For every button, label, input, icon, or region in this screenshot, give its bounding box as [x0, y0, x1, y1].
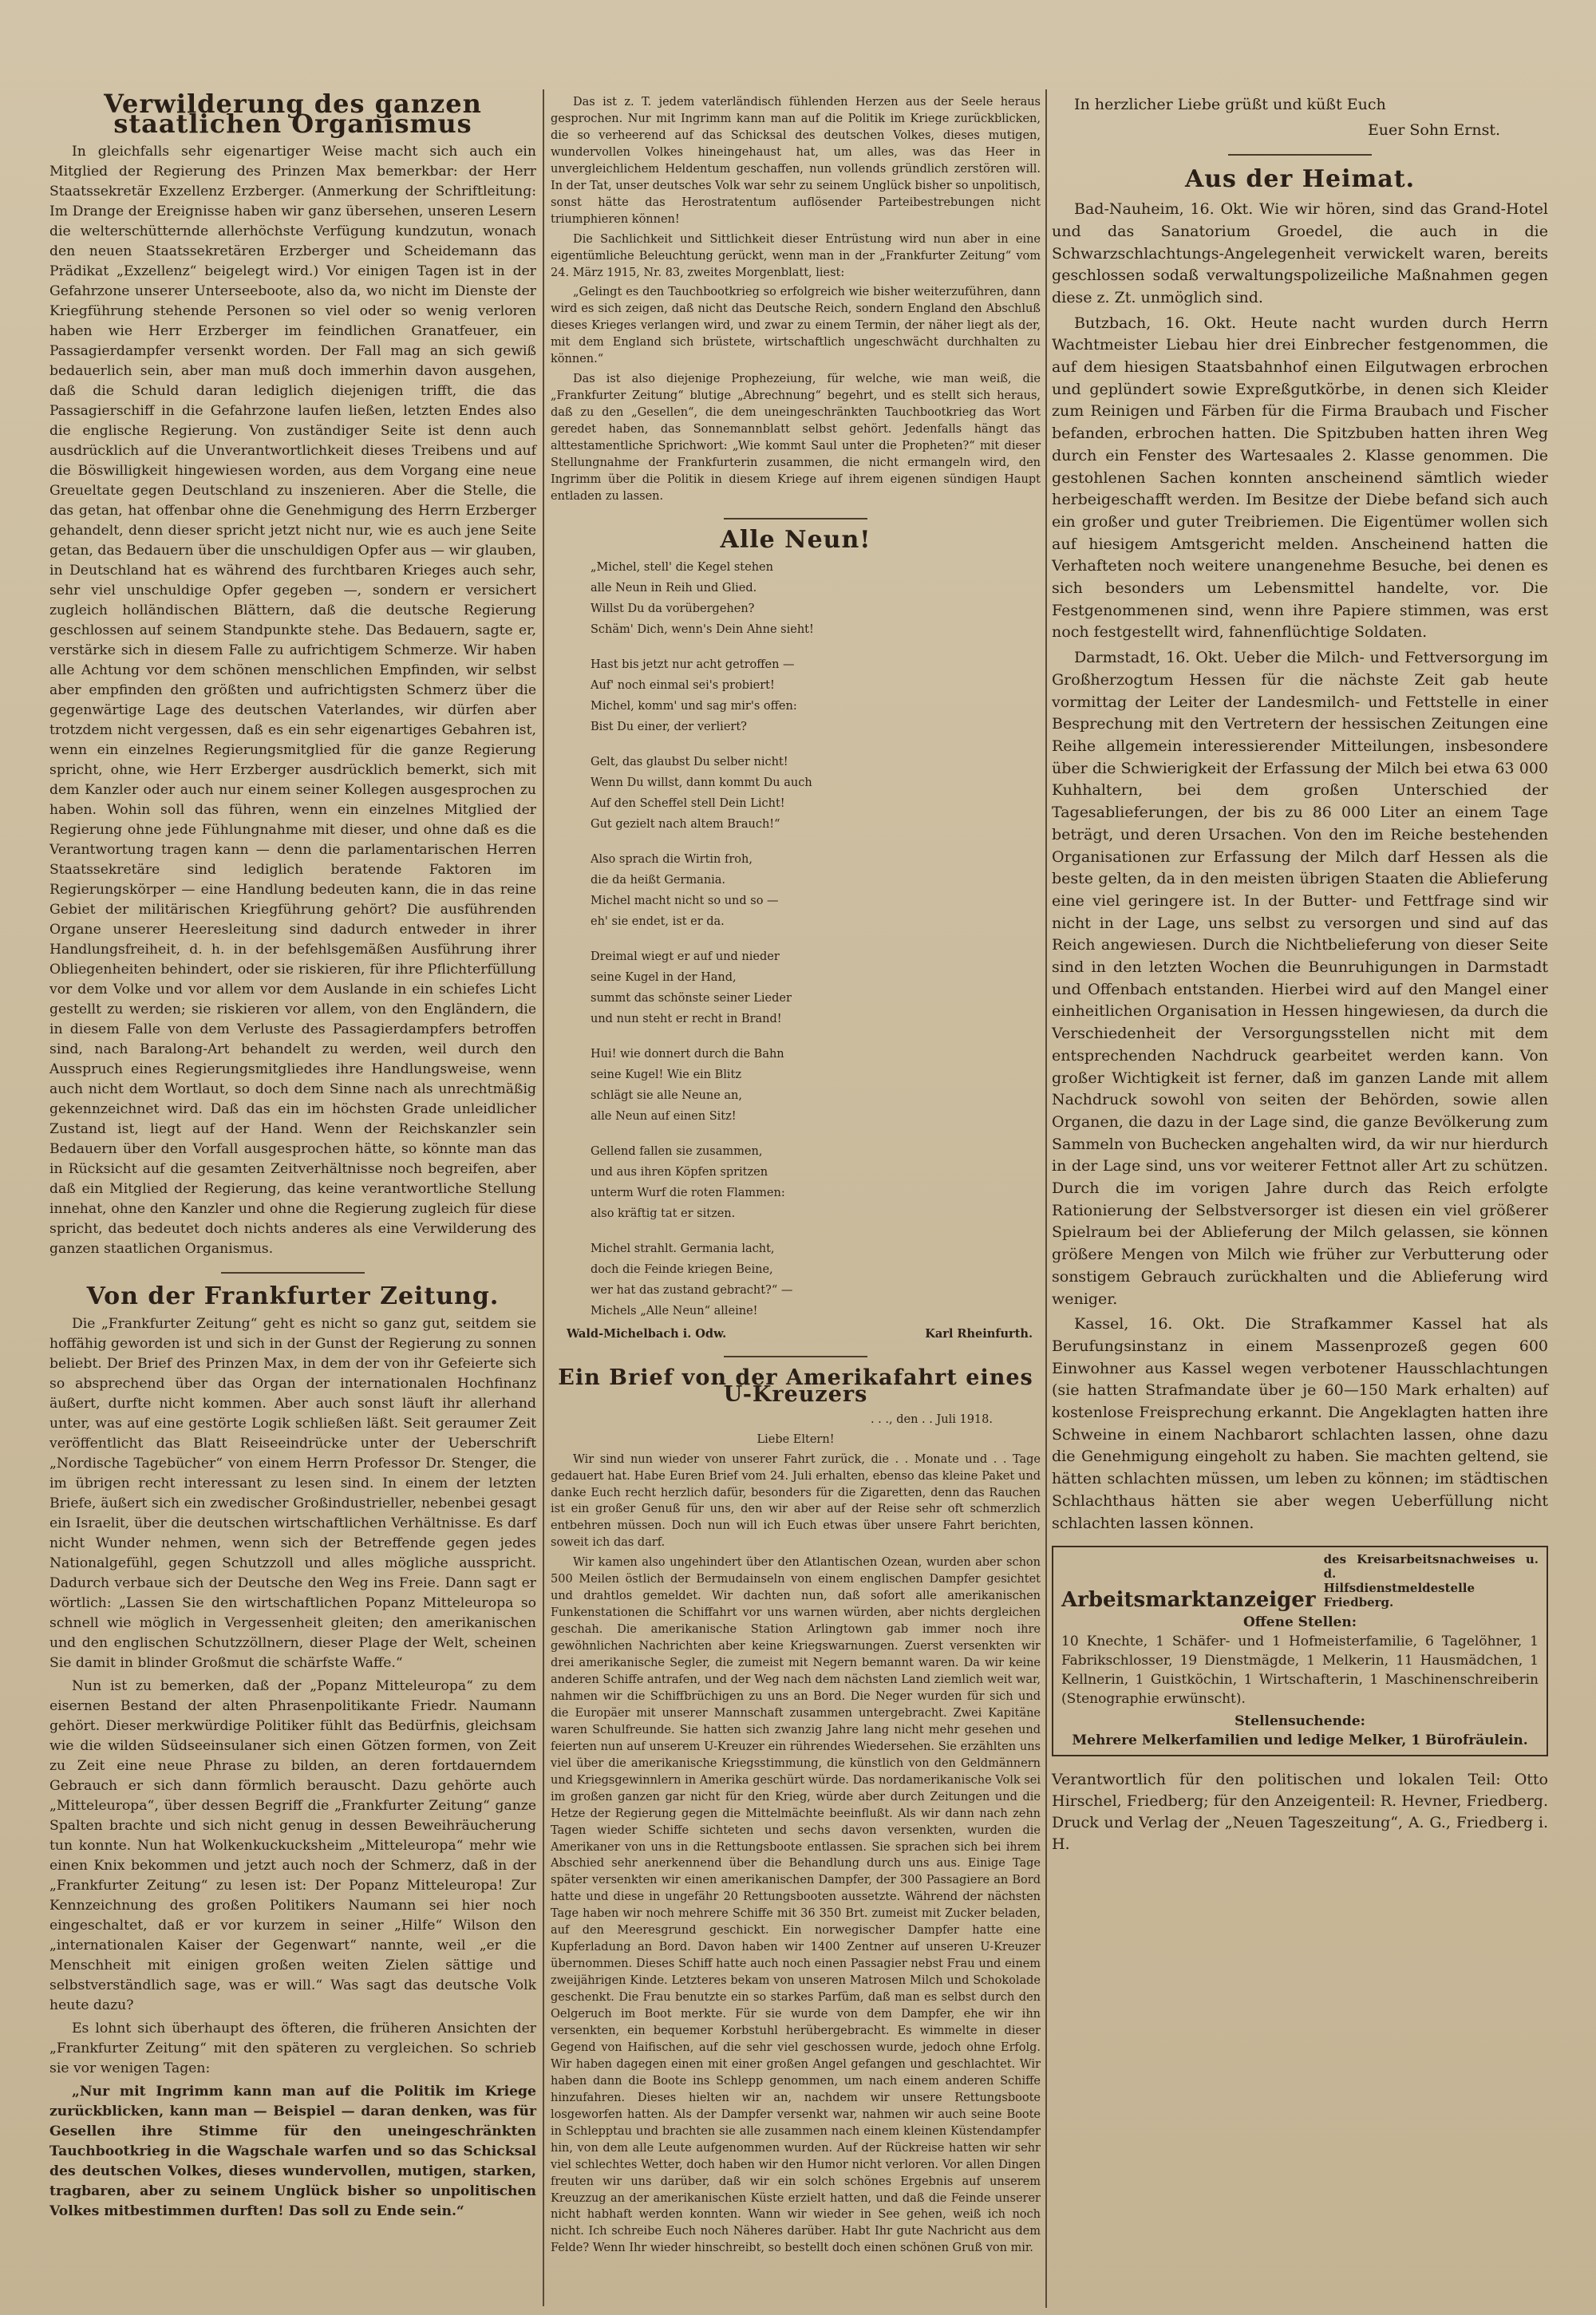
poem-line: Schäm' Dich, wenn's Dein Ahne sieht!	[591, 622, 814, 636]
job-market-subtitle-line: Hilfsdienstmeldestelle Friedberg.	[1323, 1581, 1476, 1610]
poem-line: also kräftig tat er sitzen.	[591, 1207, 736, 1220]
poem-line: alle Neun in Reih und Glied.	[591, 581, 757, 595]
job-market-box	[1052, 1546, 1548, 1756]
poem-line: unterm Wurf die roten Flammen:	[591, 1186, 785, 1199]
imprint: Verantwortlich für den politischen und lokalen Teil: Otto Hirschel, Friedberg; für den Anzeigenteil: R. Hevner, Friedberg. Druck und Verlag der „Neuen Tageszeitung“, A. G., Friedberg i. H.	[1052, 1771, 1548, 1854]
poem-stanza	[591, 654, 1041, 737]
poem	[551, 557, 1041, 1321]
poem-stanza	[591, 1238, 1041, 1321]
letter-signature: Euer Sohn Ernst.	[1367, 120, 1500, 139]
poem-place: Wald-Michelbach i. Odw.	[567, 1326, 727, 1341]
job-market-subtitle-line: des Kreisarbeitsnachweises u. d.	[1323, 1552, 1539, 1582]
poem-line: Wenn Du willst, dann kommt Du auch	[591, 776, 812, 789]
poem-line: alle Neun auf einen Sitz!	[591, 1109, 737, 1123]
poem-line: Auf' noch einmal sei's probiert!	[591, 678, 775, 692]
separator	[1228, 154, 1372, 156]
poem-stanza	[591, 1044, 1041, 1127]
poem-line: Gelt, das glaubst Du selber nicht!	[591, 755, 788, 768]
article-1-title: Verwilderung des ganzen staatlichen Organismus	[104, 89, 482, 139]
poem-stanza	[591, 557, 1041, 640]
poem-title: Alle Neun!	[720, 525, 871, 554]
poem-line: doch die Feinde kriegen Beine,	[591, 1262, 773, 1276]
poem-line: eh' sie endet, ist er da.	[591, 915, 725, 928]
article-2-paragraph: Das ist also diejenige Prophezeiung, für welche, wie man weiß, die „Frankfurter Zeitung“ blutige „Abrechnung“ begehrt, und es stellt sich heraus, daß zu den „Gesellen“, die dem uneingeschränkten Tauchbootkrieg das Wort geredet haben, das Sonnemannblatt selbst gehört. Jedenfalls hängt das alttestamentliche Sprichwort: „Wie kommt Saul unter die Propheten?“ mit dieser Stellungnahme der Frankfurterin zusammen, die nicht ermangeln wird, den Ingrimm über die Politik in diesem Kriege auf ihrem eigenen sündigen Haupt entladen zu lassen.	[551, 373, 1041, 503]
poem-line: die da heißt Germania.	[591, 873, 726, 887]
job-market-subtitle	[1324, 1552, 1539, 1610]
poem-stanza	[591, 946, 1041, 1029]
poem-line: Hui! wie donnert durch die Bahn	[591, 1047, 784, 1061]
heimat-item: Kassel, 16. Okt. Die Strafkammer Kassel hat als Berufungsinstanz in einem Massenprozeß gegen 600 Einwohner aus Kassel wegen verbotener Hausschlachtungen (sie hatten Strafmandate über je 60—150 Mark erhalten) auf kostenlose Freisprechung erkannt. Die Angeklagten hatten ihre Schweine in einem Nachbarort schlachten lassen, ohne dazu die Genehmigung eingeholt zu haben. Sie machten geltend, sie hätten schlachten müssen, um leben zu können; im städtischen Schlachthaus hätten sie aber wegen Ueberfüllung nicht schlachten lassen können.	[1052, 1315, 1548, 1532]
poem-line: Michels „Alle Neun“ alleine!	[591, 1304, 758, 1317]
job-market-header	[1061, 1552, 1539, 1613]
seekers-text: Mehrere Melkerfamilien und ledige Melker, 1 Bürofräulein.	[1072, 1732, 1528, 1749]
letter-paragraph: Wir sind nun wieder von unserer Fahrt zurück, die . . Monate und . . Tage gedauert hat. Habe Euren Brief vom 24. Juli erhalten, ebenso das kleine Paket und danke Euch recht herzlich dafür, besonders für die Zigaretten, denn das Rauchen ist ein großer Genuß für uns, den wir aber auf der Reise sehr oft schmerzlich entbehren müssen. Doch nun will ich Euch etwas über unsere Fahrt berichten, soweit ich das darf.	[551, 1452, 1041, 1550]
letter-closing: In herzlicher Liebe grüßt und küßt Euch	[1074, 96, 1386, 113]
letter-paragraph: Wir kamen also ungehindert über den Atlantischen Ozean, wurden aber schon 500 Meilen östlich der Bermudainseln von einem englischen Dampfer gesichtet und drahtlos gemeldet. Wir dachten nun, daß sofort alle amerikanischen Funkenstationen die Schiffahrt vor uns warnen würden, aber nichts dergleichen geschah. Die amerikanische Station Arlingtown gab immer noch ihre gewöhnlichen Nachrichten aber keine Kriegswarnungen. Zuerst versenkten wir drei amerikanische Segler, die zumeist mit Negern bemannt waren. Da wir keine anderen Schiffe antrafen, und der Weg nach dem nächsten Land ziemlich weit war, nahmen wir die Schiffbrüchigen zu uns an Bord. Die Neger wurden für sich und die Europäer mit unserer Mannschaft zusammen untergebracht. Zwei Kapitäne waren Schulfreunde. Sie hatten sich zwanzig Jahre lang nicht mehr gesehen und feierten nun auf unserem U-Kreuzer ein rührendes Wiedersehen. Sie erzählten uns viel über die amerikanische Kriegsstimmung, die künstlich von den Geldmännern und Kriegsgewinnlern in Amerika geschürt würde. Das nordamerikanische Volk sei im großen ganzen gar nicht für den Krieg, würde aber durch Zeitungen und die Hetze der Regierung gegen die Mittelmächte beeinflußt. Als wir dann nach zehn Tagen wieder Schiffe sichteten und sechs davon versenkten, wurden die Amerikaner von uns in die Rettungsboote entlassen. Sie sprachen sich bei ihrem Abschied sehr anerkennend über die Behandlung durch uns aus. Einige Tage später versenkten wir einen amerikanischen Dampfer, der 300 Passagiere an Bord hatte und diese in ungefähr 20 Rettungsbooten aussetzte. Während der nächsten Tage haben wir noch mehrere Schiffe mit 36 350 Brt. zumeist mit Zucker beladen, auf den Meeresgrund geschickt. Ein norwegischer Dampfer hatte eine Kupferladung an Bord. Davon haben wir 1400 Zentner auf unseren U-Kreuzer übernommen. Dieses Schiff hatte auch noch einen Passagier nebst Frau und einem zweijährigen Kinde. Letzteres bekam von unseren Matrosen Milch und Schokolade geschenkt. Die Frau benutzte ein so starkes Parfüm, daß man es selbst durch den Oelgeruch im Boot merkte. Für sie wurde von dem Dampfer, ehe wir ihn versenkten, ein bequemer Korbstuhl herübergebracht. Es wimmelte in dieser Gegend von Haifischen, auf die sehr viel geschossen wurde, jedoch ohne Erfolg. Wir haben dagegen einen mit einer großen Angel gefangen und geschlachtet. Wir haben dann die Boote ins Schlepp genommen, um nach einem anderen Schiffe hinzufahren. Dieses hielten wir an, nachdem wir unsere Rettungsboote losgeworfen hatten. Als der Dampfer versenkt war, nahmen wir auch seine Boote in Schlepptau und brachten sie alle zusammen nach einem kleinen Küstendampfer hin, von dem alle Leute aufgenommen wurden. Auf der Rückreise hatten wir sehr viel schlechtes Wetter, doch haben wir den Humor nicht verloren. Vor allen Dingen freuten wir uns darüber, daß wir ein solch schönes Ergebnis auf unserem Kreuzzug an der amerikanischen Küste erzielt hatten, und daß die Feinde unserer nicht habhaft werden konnten. Wann wir wieder in See gehen, weiß ich noch nicht. Ich schreibe Euch noch Näheres darüber. Habt Ihr gute Nachricht aus dem Felde? Wenn Ihr wieder hinschreibt, so bestellt doch einen schönen Gruß von mir.	[551, 1556, 1041, 2255]
article-2-paragraph: Es lohnt sich überhaupt des öfteren, die früheren Ansichten der „Frankfurter Zeitung“ mit den späteren zu vergleichen. So schrieb sie vor wenigen Tagen:	[49, 2021, 536, 2076]
poem-line: Willst Du da vorübergehen?	[591, 602, 755, 615]
column-3	[1052, 94, 1548, 1855]
poem-line: Dreimal wiegt er auf und nieder	[591, 950, 780, 963]
poem-line: Gellend fallen sie zusammen,	[591, 1144, 763, 1158]
poem-stanza	[591, 1141, 1041, 1224]
article-2-paragraph: Die Sachlichkeit und Sittlichkeit dieser Entrüstung wird nun aber in eine eigentümliche Beleuchtung gerückt, wenn man in der „Frankfurter Zeitung“ vom 24. März 1915, Nr. 83, zweites Morgenblatt, liest:	[551, 232, 1041, 279]
job-market-title: Arbeitsmarktanzeiger	[1061, 1588, 1316, 1613]
separator	[724, 518, 867, 519]
poem-line: seine Kugel in der Hand,	[591, 970, 737, 984]
letter-greeting: Liebe Eltern!	[757, 1432, 835, 1446]
heimat-item: Darmstadt, 16. Okt. Ueber die Milch- und Fettversorgung im Großherzogtum Hessen für die nächste Zeit gab heute vormittag der Leiter der Landesmilch- und Fettstelle in einer Besprechung mit den Vertretern der hessischen Zeitungen eine Reihe allgemein interessierender Mitteilungen, insbesondere über die Schwierigkeit der Erfassung der Milch bei etwa 63 000 Kuhhaltern, bei dem großen Unterschied der Tagesablieferungen, der bis zu 86 000 Liter an einem Tage beträgt, und deren Ursachen. Von den im Reiche bestehenden Organisationen zur Erfassung der Milch darf Hessen als die beste gelten, da in den meisten übrigen Staaten die Ablieferung eine viel geringere ist. In der Butter- und Fettfrage sind wir nicht in der Lage, uns selbst zu versorgen und sind auf das Reich angewiesen. Durch die Nichtbelieferung von dieser Seite sind in den letzten Wochen die Beunruhigungen in Darmstadt und Offenbach entstanden. Hierbei wird auf den Mangel einer einheitlichen Organisation in Hessen hingewiesen, da durch die Verschiedenheit der Versorgungsstellen nicht mit dem entsprechenden Nachdruck gearbeitet werden kann. Von großer Wichtigkeit ist ferner, daß im ganzen Lande mit allem Nachdruck sowohl von seiten der Behörden, sowie allen Organen, die dazu in der Lage sind, die ganze Bevölkerung zum Sammeln von Buchecken angehalten wird, da wir nur hierdurch in der Lage sind, uns vor weiterer Fettnot aller Art zu schützen. Durch die im vorigen Jahre durch das Reich erfolgte Rationierung der Selbstversorger ist diesen ein viel größerer Spielraum bei der Ablieferung der Milch gelassen, sie können größere Mengen von Milch wie früher zur Verbutterung oder sonstigem Gebrauch zurückhalten und die Ablieferung wird weniger.	[1052, 649, 1548, 1308]
poem-line: seine Kugel! Wie ein Blitz	[591, 1068, 742, 1081]
column-rule	[543, 89, 544, 2306]
heimat-item: Bad-Nauheim, 16. Okt. Wie wir hören, sind das Grand-Hotel und das Sanatorium Groedel, die auch in die Schwarzschlachtungs-Angelegenheit verwickelt waren, bereits geschlossen sodaß verwaltungspolizeiliche Maßnahmen gegen diese z. Zt. unmöglich sind.	[1052, 200, 1548, 306]
separator	[221, 1272, 365, 1274]
poem-line: „Michel, stell' die Kegel stehen	[591, 560, 773, 574]
poem-line: Bist Du einer, der verliert?	[591, 720, 747, 733]
poem-line: schlägt sie alle Neune an,	[591, 1088, 743, 1102]
column-1	[49, 89, 536, 2225]
poem-line: Gut gezielt nach altem Brauch!“	[591, 817, 780, 831]
article-2-paragraph: Nun ist zu bemerken, daß der „Popanz Mitteleuropa“ zu dem eisernen Bestand der alten Phrasenpolitikante Friedr. Naumann gehört. Dieser merkwürdige Politiker fühlt das Bedürfnis, gleichsam wie die wilden Südseeinsulaner sich einen Götzen formen, von Zeit zu Zeit eine neue Phrase zu bilden, an deren fortdauerndem Gebrauch er sich dann förmlich berauscht. Dazu gehörte auch „Mitteleuropa“, über dessen Begriff die „Frankfurter Zeitung“ ganze Spalten brachte und sich nicht genug in dessen Beweihräucherung tun konnte. Nun hat Wolkenkuckucksheim „Mitteleuropa“ mehr wie einen Knix bekommen und jetzt auch noch der Schmerz, daß in der „Frankfurter Zeitung“ zu lesen ist: Der Popanz Mitteleuropa! Zur Kennzeichnung des großen Politikers Naumann sei hier noch eingeschaltet, daß er vor kurzem in seiner „Hilfe“ Wilson den „internationalen Kaiser der Gegenwart“ nannte, weil „er die Menschheit mit einigen großen weiten Zielen sättige und selbstverständlich sage, was er will.“ Was sagt das deutsche Volk heute dazu?	[49, 1678, 536, 2013]
poem-signature	[551, 1326, 1041, 1343]
letter-dateline: . . ., den . . Juli 1918.	[870, 1412, 993, 1426]
article-2-paragraph: Die „Frankfurter Zeitung“ geht es nicht so ganz gut, seitdem sie hoffähig geworden ist und sich in der Gunst der Regierung zu sonnen beliebt. Der Brief des Prinzen Max, in dem der von ihr Gefeierte sich so absprechend über das Organ der internationalen Hochfinanz äußert, durfte nicht kommen. Aber auch sonst läuft ihr allerhand unter, was auf eine gestörte Logik schließen läßt. Seit geraumer Zeit veröffentlicht das Blatt Reiseeindrücke unter der Ueberschrift „Nordische Tagebücher“ von einem Herrn Professor Dr. Stenger, die im übrigen recht interessant zu lesen sind. In einem der letzten Briefe, äußert sich ein zwedischer Großindustrieller, nebenbei gesagt ein Israelit, über die deutschen wirtschaftlichen Verhältnisse. Es darf nicht Wunder nehmen, wenn sich der Betreffende gegen jedes Nationalgefühl, gegen Schutzzoll und alles mögliche ausspricht. Dadurch verbaue sich der Deutsche den Weg ins Freie. Dann sagt er wörtlich: „Lassen Sie den wirtschaftlichen Popanz Mitteleuropa so schnell wie möglich in Vergessenheit gleiten; den amerikanischen und den englischen Schutzzöllnern, dieser Plage der Welt, scheinen Sie damit in blinder Großmut die schärfste Waffe.“	[49, 1316, 536, 1671]
poem-stanza	[591, 752, 1041, 835]
poem-stanza	[591, 849, 1041, 932]
poem-line: Michel strahlt. Germania lacht,	[591, 1242, 775, 1255]
poem-line: Auf den Scheffel stell Dein Licht!	[591, 796, 785, 810]
offers-heading: Offene Stellen:	[1243, 1614, 1357, 1631]
poem-line: Michel, komm' und sag mir's offen:	[591, 699, 797, 713]
offers-text: 10 Knechte, 1 Schäfer- und 1 Hofmeisterfamilie, 6 Tagelöhner, 1 Fabrikschlosser, 19 Dienstmägde, 1 Melkerin, 11 Hausmädchen, 1 Kellnerin, 1 Guistköchin, 1 Wirtschafterin, 1 Maschinenschreiberin (Stenographie erwünscht).	[1061, 1634, 1539, 1708]
heimat-title: Aus der Heimat.	[1184, 165, 1416, 194]
letter-title: Ein Brief von der Amerikafahrt eines U-Kreuzers	[558, 1365, 1033, 1407]
separator	[724, 1356, 867, 1357]
heimat-item: Butzbach, 16. Okt. Heute nacht wurden durch Herrn Wachtmeister Liebau hier drei Einbrecher festgenommen, die auf dem hiesigen Staatsbahnhof einen Eilgutwagen erbrochen und geplündert sowie Expreßgutkörbe, in denen sich Kleider zum Reinigen und Färben für die Firma Braubach und Fischer befanden, erbrochen hatten. Die Spitzbuben hatten ihren Weg durch ein Fenster des Wartesaales 2. Klasse genommen. Die gestohlenen Sachen konnten anscheinend sämtlich wieder herbeigeschafft werden. Im Besitze der Diebe befand sich auch ein großer und guter Treibriemen. Die Eigentümer wollen sich auf hiesigem Amtsgericht melden. Anscheinend hatten die Verhafteten noch weitere unangenehme Besuche, bei denen es sich besonders um Lebensmittel handelte, vor. Die Festgenommenen sind, wenn ihre Papiere stimmen, was erst noch festgestellt wird, fahnenflüchtige Soldaten.	[1052, 314, 1548, 642]
poem-line: Hast bis jetzt nur acht getroffen —	[591, 658, 795, 671]
article-2-paragraph: Das ist z. T. jedem vaterländisch fühlenden Herzen aus der Seele heraus gesprochen. Nur mit Ingrimm kann man auf die Politik im Kriege zurückblicken, die so verheerend auf das Schicksal des deutschen Volkes, dieses mutigen, wundervollen Volkes hineingehaust hat, um alles, was das Heer in unvergleichlichem Heldentum geschaffen, nun vollends gründlich zerstören will. In der Tat, unser deutsches Volk war sehr zu seinem Unglück bisher so unpolitisch, sonst hätte das Herostratentum auflösender Parteibestrebungen nicht triumphieren können!	[551, 96, 1041, 226]
poem-line: wer hat das zustand gebracht?“ —	[591, 1283, 793, 1297]
poem-line: summt das schönste seiner Lieder	[591, 991, 792, 1005]
article-2-quote: „Gelingt es den Tauchbootkrieg so erfolgreich wie bisher weiterzuführen, dann wird es sich zeigen, daß nicht das Deutsche Reich, sondern England den Abschluß dieses Krieges verlangen wird, und zwar zu einem Termin, der näher liegt als der, mit dem England sich brüstete, wirtschaftlich ungeschwächt durchhalten zu können.“	[551, 286, 1041, 366]
column-2	[551, 94, 1041, 2260]
column-rule	[1045, 89, 1047, 2308]
poem-author: Karl Rheinfurth.	[925, 1326, 1033, 1341]
seekers-heading: Stellensuchende:	[1235, 1713, 1365, 1730]
poem-line: Also sprach die Wirtin froh,	[591, 852, 753, 866]
poem-line: Michel macht nicht so und so —	[591, 894, 779, 907]
article-2-title: Von der Frankfurter Zeitung.	[86, 1282, 500, 1310]
poem-line: und nun steht er recht in Brand!	[591, 1012, 782, 1025]
article-1-paragraph: In gleichfalls sehr eigenartiger Weise macht sich auch ein Mitglied der Regierung des Prinzen Max bemerkbar: der Herr Staatssekretär Exzellenz Erzberger. (Anmerkung der Schriftleitung: Im Drange der Ereignisse haben wir ganz übersehen, unseren Lesern die welterschütternde allerhöchste Verfügung kundzutun, wonach den neuen Staatssekretären Erzberger und Scheidemann das Prädikat „Exzellenz“ beigelegt wird.) Vor einigen Tagen ist in der Gefahrzone unserer Unterseeboote, also da, wo nicht im Dienste der Kriegführung stehende Personen so viel oder so wenig verloren haben wie Herr Erzberger im feindlichen Granatfeuer, ein Passagierdampfer versenkt worden. Der Fall mag an sich gewiß bedauerlich sein, aber man muß doch immerhin davon ausgehen, daß die Schuld daran lediglich diejenigen trifft, die das Passagierschiff in die Gefahrzone laufen ließen, letzten Endes also die englische Regierung. Von zuständiger Seite ist denn auch ausdrücklich auf die Unverantwortlichkeit dieses Treibens und auf die Böswilligkeit hingewiesen worden, aus dem Vorgang eine neue Greueltate gegen Deutschland zu inszenieren. Aber die Stelle, die das getan, hat offenbar ohne die Genehmigung des Herrn Erzberger gehandelt, denn dieser spricht jetzt nicht nur, wie es auch jene Seite getan, das Bedauern über die unschuldigen Opfer aus — wir glauben, in Deutschland hat es während des furchtbaren Krieges auch sehr, sehr viel unschuldige Opfer gegeben —, sondern er versichert zugleich holländischen Blättern, daß die deutsche Regierung geschlossen auf seinem Standpunkte stehe. Das Bedauern, sagte er, verstärke sich in diesem Falle zu aufrichtigem Schmerze. Wir haben alle Achtung vor dem schönen menschlichen Empfinden, wir selbst aber empfinden den größten und aufrichtigsten Schmerz über die gegenwärtige Lage des deutschen Vaterlandes, wir dürfen aber trotzdem nicht vergessen, daß es ein sehr eigenartiges Gebahren ist, wenn ein einzelnes Regierungsmitglied für die ganze Regierung spricht, ohne, wie Herr Erzberger ausdrücklich bemerkt, sich mit dem Kanzler oder auch nur einem seiner Kollegen ausgesprochen zu haben. Wohin soll das führen, wenn ein einzelnes Mitglied der Regierung ohne jede Fühlungnahme mit dieser, und ohne daß es die Verantwortung tragen kann — denn die parlamentarischen Herren Staatssekretäre sind lediglich beratende Faktoren im Regierungskörper — eine Handlung bedeuten kann, die in das reine Gebiet der militärischen Kriegführung gehört? Die ausführenden Organe unserer Heeresleitung sind dadurch entweder in ihrer Handlungsfreiheit, d. h. in der befehlsgemäßen Ausführung ihrer Obliegenheiten behindert, oder sie riskieren, für ihre Pflichterfüllung vor dem Volke und vor allem vor dem Auslande in ein schiefes Licht gestellt zu werden; sie riskieren vor allem, von den Engländern, die in diesem Falle von dem Verluste des Passagierdampfers betroffen sind, nach Baralong-Art behandelt zu werden, weil durch den Ausspruch eines Regierungsmitgliedes ihre Handlungsweise, wenn auch nicht dem Wortlaut, so doch dem Sinne nach als unrechtmäßig gekennzeichnet wird. Daß das ein im höchsten Grade unleidlicher Zustand ist, liegt auf der Hand. Wenn der Reichskanzler sein Bedauern über den Vorfall ausgesprochen hätte, so könnte man das in Rücksicht auf die gesamten Zeitverhältnisse noch begreifen, aber daß ein Mitglied der Regierung, das keine verantwortliche Stellung innehat, ohne den Kanzler und ohne die Regierung zugleich für diese spricht, das bedeutet doch nichts anderes als eine Verwilderung des ganzen staatlichen Organismus.	[49, 144, 536, 1257]
article-2-quote: „Nur mit Ingrimm kann man auf die Politik im Kriege zurückblicken, kann man — Beispiel — daran denken, was für Gesellen ihre Stimme für den uneingeschränkten Tauchbootkrieg in die Wagschale warfen und so das Schicksal des deutschen Volkes, dieses wundervollen, mutigen, starken, tragbaren, aber zu seinem Unglück bisher so unpolitischen Volkes mitbestimmen durften! Das soll zu Ende sein.“	[49, 2084, 536, 2219]
poem-line: und aus ihren Köpfen spritzen	[591, 1165, 768, 1179]
